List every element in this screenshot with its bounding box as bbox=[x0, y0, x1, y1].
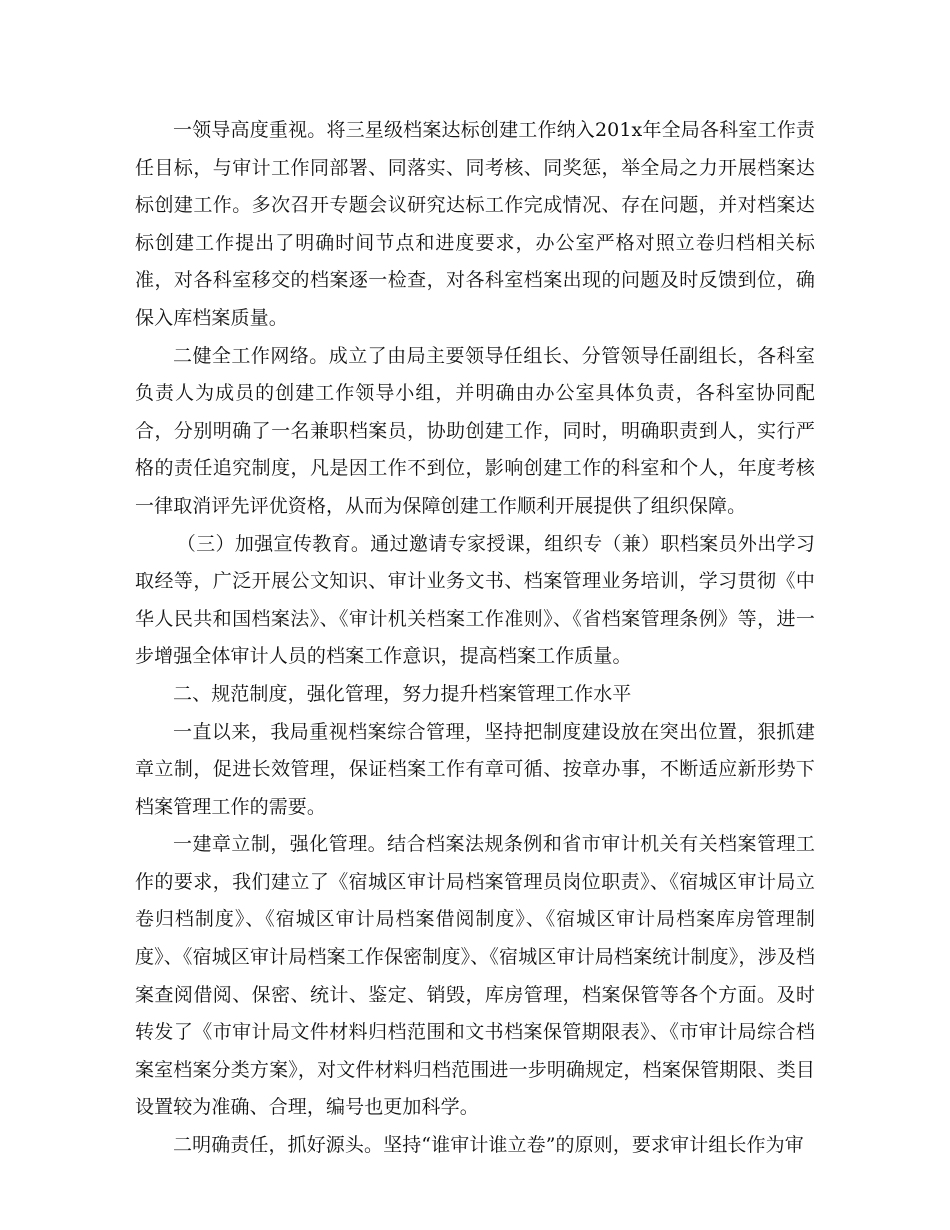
paragraph-rules-establishment: 一建章立制，强化管理。结合档案法规条例和省市审计机关有关档案管理工作的要求，我们建立了《宿城区审计局档案管理员岗位职责》、《宿城区审计局立卷归档制度》、《宿城区审计局档案借阅制度》、《宿城区审计局档案库房管理制度》、《宿城区审计局档案工作保密制度》、《宿城区审计局档案统计制度》，涉及档案查阅借阅、保密、统计、鉴定、销毁，库房管理，档案保管等各个方面。及时转发了《市审计局文件材料归档范围和文书档案保管期限表》、《市审计局综合档案室档案分类方案》，对文件材料归档范围进一步明确规定，档案保管期限、类目设置较为准确、合理，编号也更加科学。 bbox=[135, 833, 815, 1119]
paragraph-publicity-education: （三）加强宣传教育。通过邀请专家授课，组织专（兼）职档案员外出学习取经等，广泛开展公文知识、审计业务文书、档案管理业务培训，学习贯彻《中华人民共和国档案法》、《审计机关档案工作准则》、《省档案管理条例》等，进一步增强全体审计人员的档案工作意识，提高档案工作质量。 bbox=[135, 532, 815, 668]
paragraph-overview: 一直以来，我局重视档案综合管理，坚持把制度建设放在突出位置，狠抓建章立制，促进长效管理，保证档案工作有章可循、按章办事，不断适应新形势下档案管理工作的需要。 bbox=[135, 720, 815, 818]
paragraph-leadership: 一领导高度重视。将三星级档案达标创建工作纳入201x年全局各科室工作责任目标，与审计工作同部署、同落实、同考核、同奖惩，举全局之力开展档案达标创建工作。多次召开专题会议研究达标工作完成情况、存在问题，并对档案达标创建工作提出了明确时间节点和进度要求，办公室严格对照立卷归档相关标准，对各科室移交的档案逐一检查，对各科室档案出现的问题及时反馈到位，确保入库档案质量。 bbox=[135, 119, 815, 329]
paragraph-work-network: 二健全工作网络。成立了由局主要领导任组长、分管领导任副组长，各科室负责人为成员的创建工作领导小组，并明确由办公室具体负责，各科室协同配合，分别明确了一名兼职档案员，协助创建工作，同时，明确职责到人，实行严格的责任追究制度，凡是因工作不到位，影响创建工作的科室和个人，年度考核一律取消评先评优资格，从而为保障创建工作顺利开展提供了组织保障。 bbox=[135, 344, 815, 517]
paragraph-responsibility: 二明确责任，抓好源头。坚持“谁审计谁立卷”的原则，要求审计组长作为审 bbox=[173, 1134, 804, 1157]
section-heading-standardize: 二、规范制度，强化管理，努力提升档案管理工作水平 bbox=[173, 682, 632, 705]
document-page bbox=[135, 112, 815, 1165]
